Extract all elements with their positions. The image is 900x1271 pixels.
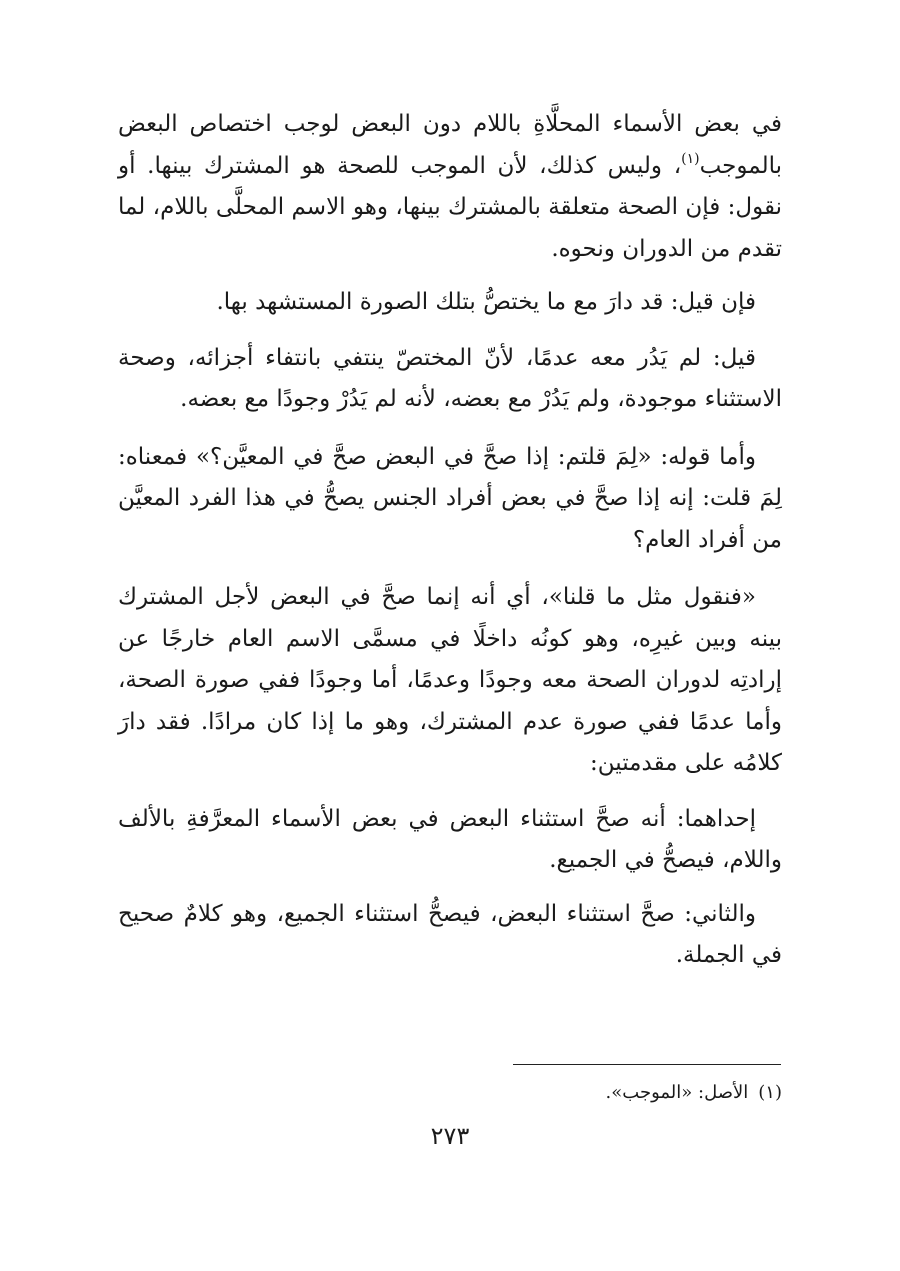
page-number: ٢٧٣: [430, 1122, 470, 1150]
footnote-number: (١): [758, 1082, 782, 1103]
footnote-text: الأصل: «الموجب».: [605, 1082, 749, 1103]
paragraph-2: فإن قيل: قد دارَ مع ما يختصُّ بتلك الصورة المستشهد بها.: [216, 289, 756, 315]
paragraph-1-text-a: في بعض الأسماء المحلَّاةِ باللام دون البعض لوجب اختصاص البعض بالموجب: [118, 111, 782, 179]
paragraph-1: [118, 104, 782, 270]
footnote-reference: (١): [681, 150, 700, 167]
page-body: [118, 104, 782, 977]
paragraph-6: إحداهما: أنه صحَّ استثناء البعض في بعض الأسماء المعرَّفةِ بالألف واللام، فيصحُّ في الجميع.: [118, 805, 782, 873]
paragraph-5: «فنقول مثل ما قلنا»، أي أنه إنما صحَّ في البعض لأجل المشترك بينه وبين غيرِه، وهو كونُه داخلًا في مسمَّى الاسم العام خارجًا عن إرادتِه لدوران الصحة معه وجودًا وعدمًا، أما وجودًا ففي صورة الصحة، وأما عدمًا ففي صورة عدم المشترك، وهو ما إذا كان مرادًا. فقد دارَ كلامُه على مقدمتين:: [118, 584, 782, 776]
footnote: [118, 1078, 782, 1108]
paragraph-1-text-b: ، وليس كذلك، لأن الموجب للصحة هو المشترك بينها. أو نقول: فإن الصحة متعلقة بالمشترك بينها، وهو الاسم المحلَّى باللام، لما تقدم من الدوران ونحوه.: [118, 152, 782, 262]
paragraph-4: وأما قوله: «لِمَ قلتم: إذا صحَّ في البعض صحَّ في المعيَّن؟» فمعناه: لِمَ قلت: إنه إذا صحَّ في بعض أفراد الجنس يصحُّ في هذا الفرد المعيَّن من أفراد العام؟: [118, 443, 782, 553]
paragraph-7: والثاني: صحَّ استثناء البعض، فيصحُّ استثناء الجميع، وهو كلامٌ صحيح في الجملة.: [118, 900, 782, 968]
paragraph-3: قيل: لم يَدُر معه عدمًا، لأنّ المختصّ ينتفي بانتفاء أجزائه، وصحة الاستثناء موجودة، ولم يَدُرْ مع بعضه، لأنه لم يَدُرْ وجودًا مع بعضه.: [118, 344, 782, 412]
footnote-divider: [513, 1064, 781, 1065]
